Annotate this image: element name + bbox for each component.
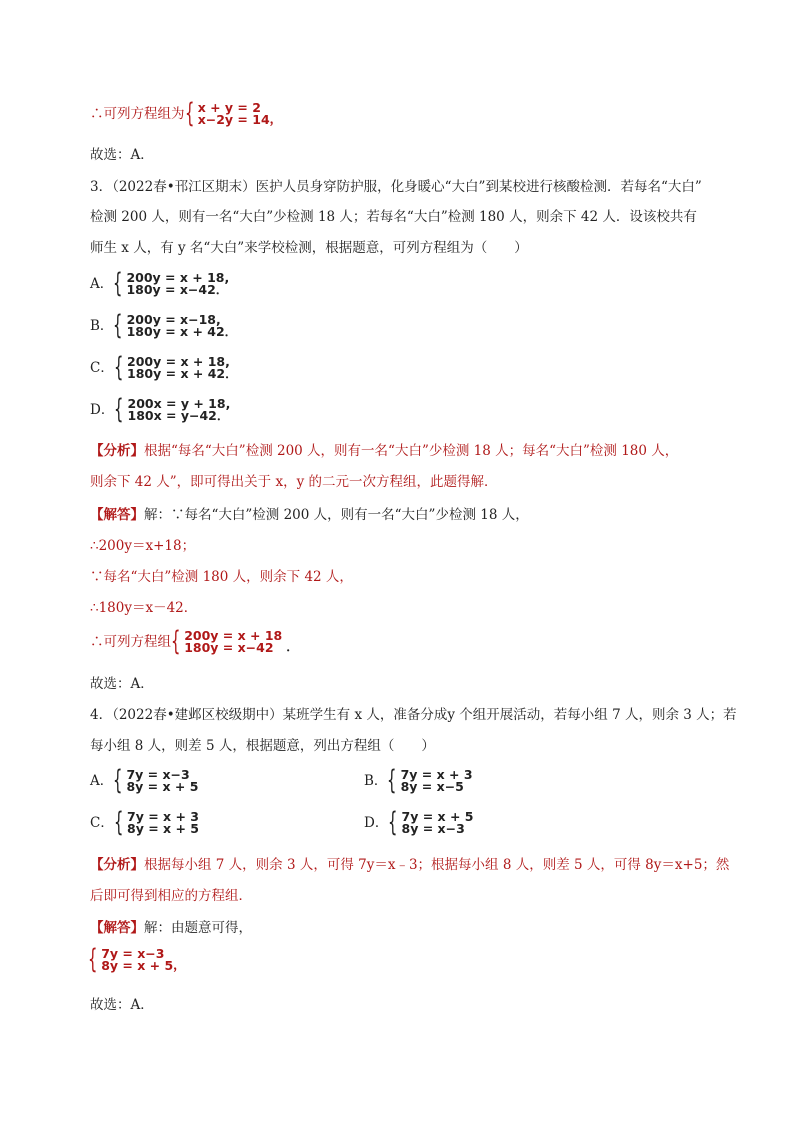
q3-system: [90, 626, 299, 657]
q4-answer: 故选：A．: [90, 997, 154, 1013]
analysis-text: 根据“每名“大白”检测 200 人，则有一名“大白”少检测 18 人；每名“大白”检测 180 人，: [144, 443, 679, 459]
q3-step2: ∵每名“大白”检测 180 人，则余下 42 人，: [90, 569, 353, 585]
q4-stem-line2: 每小组 8 人，则差 5 人，根据题意，列出方程组（ ）: [90, 738, 435, 754]
equation: 7y = x + 3: [400, 766, 473, 782]
option-label: A．: [90, 276, 114, 292]
option-label: B．: [90, 318, 114, 334]
q4-option-a: [90, 765, 199, 796]
left-brace: {: [114, 394, 124, 425]
q4-option-d: [364, 807, 474, 838]
q3-option-b: [90, 310, 238, 341]
equation: 8y = x + 5: [127, 821, 199, 836]
equation: 200y = x + 18,: [127, 353, 230, 369]
analysis-tag: 【分析】: [90, 857, 144, 873]
solution-text: 解：∵每名“大白”检测 200 人，则有一名“大白”少检测 18 人，: [144, 507, 529, 523]
solution-tag: 【解答】: [90, 507, 144, 523]
left-brace: {: [388, 807, 398, 838]
system-prefix: ∴可列方程组: [90, 634, 171, 650]
q3-stem-line1: 3．（2022春•邗江区期末）医护人员身穿防护服，化身暖心“大白”到某校进行核酸检测．若每名“大白”: [90, 179, 702, 195]
q4-stem-line1: 4．（2022春•建邺区校级期中）某班学生有 x 人，准备分成y 个组开展活动，若每小组 7 人，则余 3 人；若: [90, 707, 737, 723]
q4-option-b: [364, 765, 473, 796]
q3-solution-line1: [90, 505, 529, 525]
equation: x + y = 2: [197, 99, 261, 115]
equation: x−2y = 14: [197, 112, 270, 127]
q3-option-c: [90, 352, 238, 383]
punct: ，: [269, 111, 283, 126]
left-brace: {: [113, 352, 124, 383]
option-label: D．: [364, 815, 389, 831]
q2-system-prefix: ∴可列方程组为: [90, 106, 185, 122]
equation: 200y = x + 18,: [126, 269, 230, 285]
equation: 7y = x + 5: [401, 808, 474, 824]
q2-system: [90, 98, 283, 129]
equation: 180y = x + 42．: [126, 324, 238, 339]
q4-solution-line1: [90, 918, 252, 938]
q3-analysis-line1: [90, 441, 678, 461]
analysis-text: 根据每小组 7 人，则余 3 人，可得 7y＝x﹣3；根据每小组 8 人，则差 5 人，可得 8y＝x+5；然: [144, 857, 730, 873]
q3-option-d: [90, 394, 231, 425]
equation: 7y = x−3: [101, 945, 165, 961]
left-brace: {: [387, 765, 397, 796]
left-brace: {: [88, 944, 98, 975]
option-label: C．: [90, 360, 114, 376]
q4-system: [88, 944, 186, 975]
equation: 180x = y−42．: [127, 408, 230, 423]
q3-step3: ∴180y＝x－42．: [90, 600, 198, 616]
equation: 180y = x + 42．: [127, 366, 238, 381]
q4-option-c: [90, 807, 199, 838]
q3-analysis-line2: 则余下 42 人”，即可得出关于 x，y 的二元一次方程组，此题得解．: [90, 474, 498, 490]
option-label: D．: [90, 402, 115, 418]
equation: 200x = y + 18,: [127, 395, 231, 411]
equation: 8y = x−3: [401, 821, 465, 836]
option-label: A．: [90, 773, 114, 789]
left-brace: {: [113, 765, 123, 796]
solution-tag: 【解答】: [90, 920, 144, 936]
equation: 200y = x + 18: [184, 627, 283, 643]
left-brace: {: [184, 98, 194, 129]
option-label: B．: [364, 773, 388, 789]
equation: 7y = x−3: [126, 766, 190, 782]
equation: 180y = x−42: [184, 640, 274, 655]
q4-analysis-line1: [90, 855, 729, 875]
q2-answer: 故选：A．: [90, 147, 154, 163]
left-brace: {: [113, 807, 124, 838]
equation: 8y = x + 5: [101, 958, 174, 973]
equation: 7y = x + 3: [127, 808, 199, 824]
q3-answer: 故选：A．: [90, 676, 154, 692]
left-brace: {: [113, 310, 123, 341]
left-brace: {: [171, 626, 181, 657]
left-brace: {: [113, 268, 123, 299]
q3-stem-line3: 师生 x 人，有 y 名“大白”来学校检测，根据题意，可列方程组为（ ）: [90, 240, 528, 256]
q4-analysis-line2: 后即可得到相应的方程组．: [90, 888, 252, 904]
equation: 8y = x−5: [400, 779, 464, 794]
q3-step1: ∴200y＝x+18；: [90, 538, 196, 554]
q3-stem-line2: 检测 200 人，则有一名“大白”少检测 18 人；若每名“大白”检测 180 人，则余下 42 人．设该校共有: [90, 209, 697, 225]
punct: ，: [173, 957, 186, 972]
option-label: C．: [90, 815, 114, 831]
q3-option-a: [90, 268, 230, 299]
equation: 8y = x + 5: [126, 779, 199, 794]
equation: 200y = x−18,: [126, 311, 221, 327]
analysis-tag: 【分析】: [90, 443, 144, 459]
punct: ．: [286, 639, 299, 654]
equation: 180y = x−42．: [126, 282, 229, 297]
solution-text: 解：由题意可得，: [144, 920, 252, 936]
